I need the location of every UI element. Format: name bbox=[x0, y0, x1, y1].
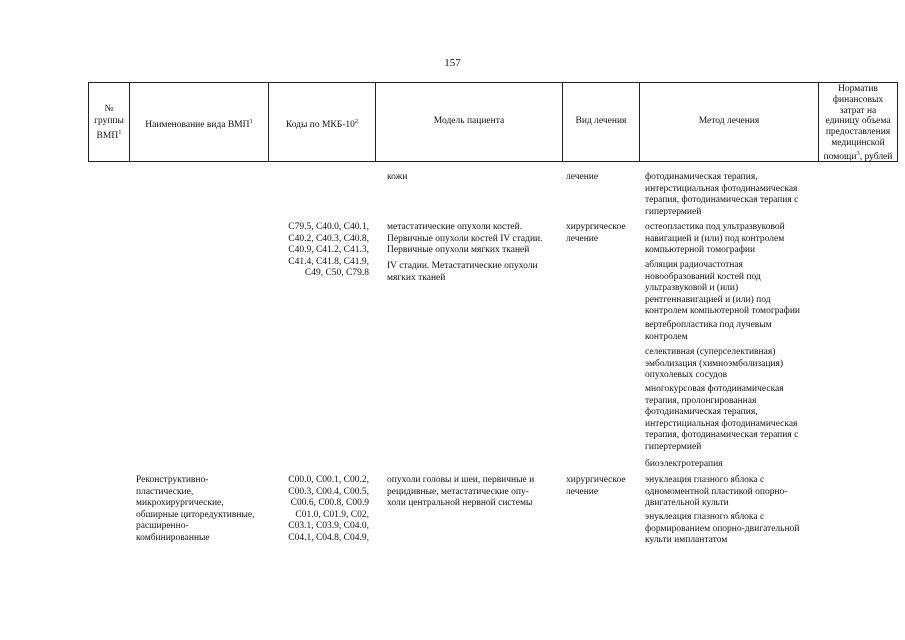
patient-model-cell: кожи bbox=[387, 172, 408, 182]
treatment-method-item: остеопластика под ультразвуковой навигацией и (или) под контролем компьютерной томографии bbox=[645, 222, 785, 255]
table-header-bottom-border bbox=[88, 161, 898, 162]
header-vmp-name: Наименование вида ВМП$^1$ bbox=[145, 118, 253, 131]
vmp-name-cell: Реконструктивно- пластические, микрохирургические, обширные циторедуктивные, расширенно- комбинированные bbox=[136, 475, 255, 543]
header-treatment-method: Метод лечения bbox=[698, 116, 760, 126]
icd-codes-cell: C00.0, C00.1, C00.2, C00.3, C00.4, C00.5, C00.6, C00.8, C00.9 C01.0, C01.9, C02, C03.1, C03.9, C04.0, C04.1, C04.8, C04.9, bbox=[288, 475, 369, 543]
icd-codes-cell: C79.5, C40.0, C40.1, C40.2, C40.3, C40.8, C40.9, C41.2, C41.3, C41.4, C41.8, C41.9, C49, C50, C79.8 bbox=[288, 222, 369, 278]
treatment-method-item: энуклеация глазного яблока с формированием опорно-двигательной культи имплантатом bbox=[645, 512, 800, 545]
patient-model-cell: IV стадии. Метастатические опухоли мягких тканей bbox=[387, 261, 538, 283]
treatment-method-item: энуклеация глазного яблока с одномоментной пластикой опорно- двигательной культи bbox=[645, 475, 788, 508]
treatment-method-item: вертебропластика под лучевым контролем bbox=[645, 320, 772, 342]
treatment-method-item: абляция радиочастотная новообразований костей под ультразвуковой и (или) рентгеннавигацией и (или) под контролем компьютерной томографии bbox=[645, 260, 801, 316]
header-treatment-type: Вид лечения bbox=[575, 116, 627, 126]
treatment-type-cell: хирургическое лечение bbox=[566, 475, 626, 497]
header-financial-norm: Норматив финансовых затрат на единицу объема предоставления медицинской помощи$^3$, рублей bbox=[823, 84, 893, 162]
treatment-method-item: биоэлектротерапия bbox=[645, 459, 723, 469]
header-icd-codes: Коды по МКБ-$10^2$ bbox=[285, 118, 359, 131]
col-divider bbox=[897, 82, 898, 162]
treatment-method-item: селективная (суперселективная) эмболизация (химиоэмболизация) опухолевых сосудов bbox=[645, 347, 784, 380]
header-patient-model: Модель пациента bbox=[433, 116, 505, 126]
treatment-method-cell: фотодинамическая терапия, интерстициальная фотодинамическая терапия, фотодинамическая терапия с гипертермией bbox=[645, 172, 799, 217]
patient-model-cell: опухоли головы и шеи, первичные и рецидивные, метастатические опу- холи центральной нервной системы bbox=[387, 475, 535, 508]
patient-model-cell: метастатические опухоли костей. Первичные опухоли костей IV стадии. Первичные опухоли мягких тканей bbox=[387, 222, 543, 255]
page-number: 157 bbox=[444, 57, 461, 69]
treatment-method-item: многокурсовая фотодинамическая терапия, пролонгированная фотодинамическая терапия, интерстициальная фотодинамическая терапия, фотодинамическая терапия с гипертермией bbox=[645, 384, 799, 452]
treatment-type-cell: хирургическое лечение bbox=[566, 222, 626, 244]
treatment-type-cell: лечение bbox=[566, 172, 599, 182]
header-group-number: № группы ВМП$^1$ bbox=[94, 104, 124, 142]
table-top-border bbox=[88, 82, 898, 83]
